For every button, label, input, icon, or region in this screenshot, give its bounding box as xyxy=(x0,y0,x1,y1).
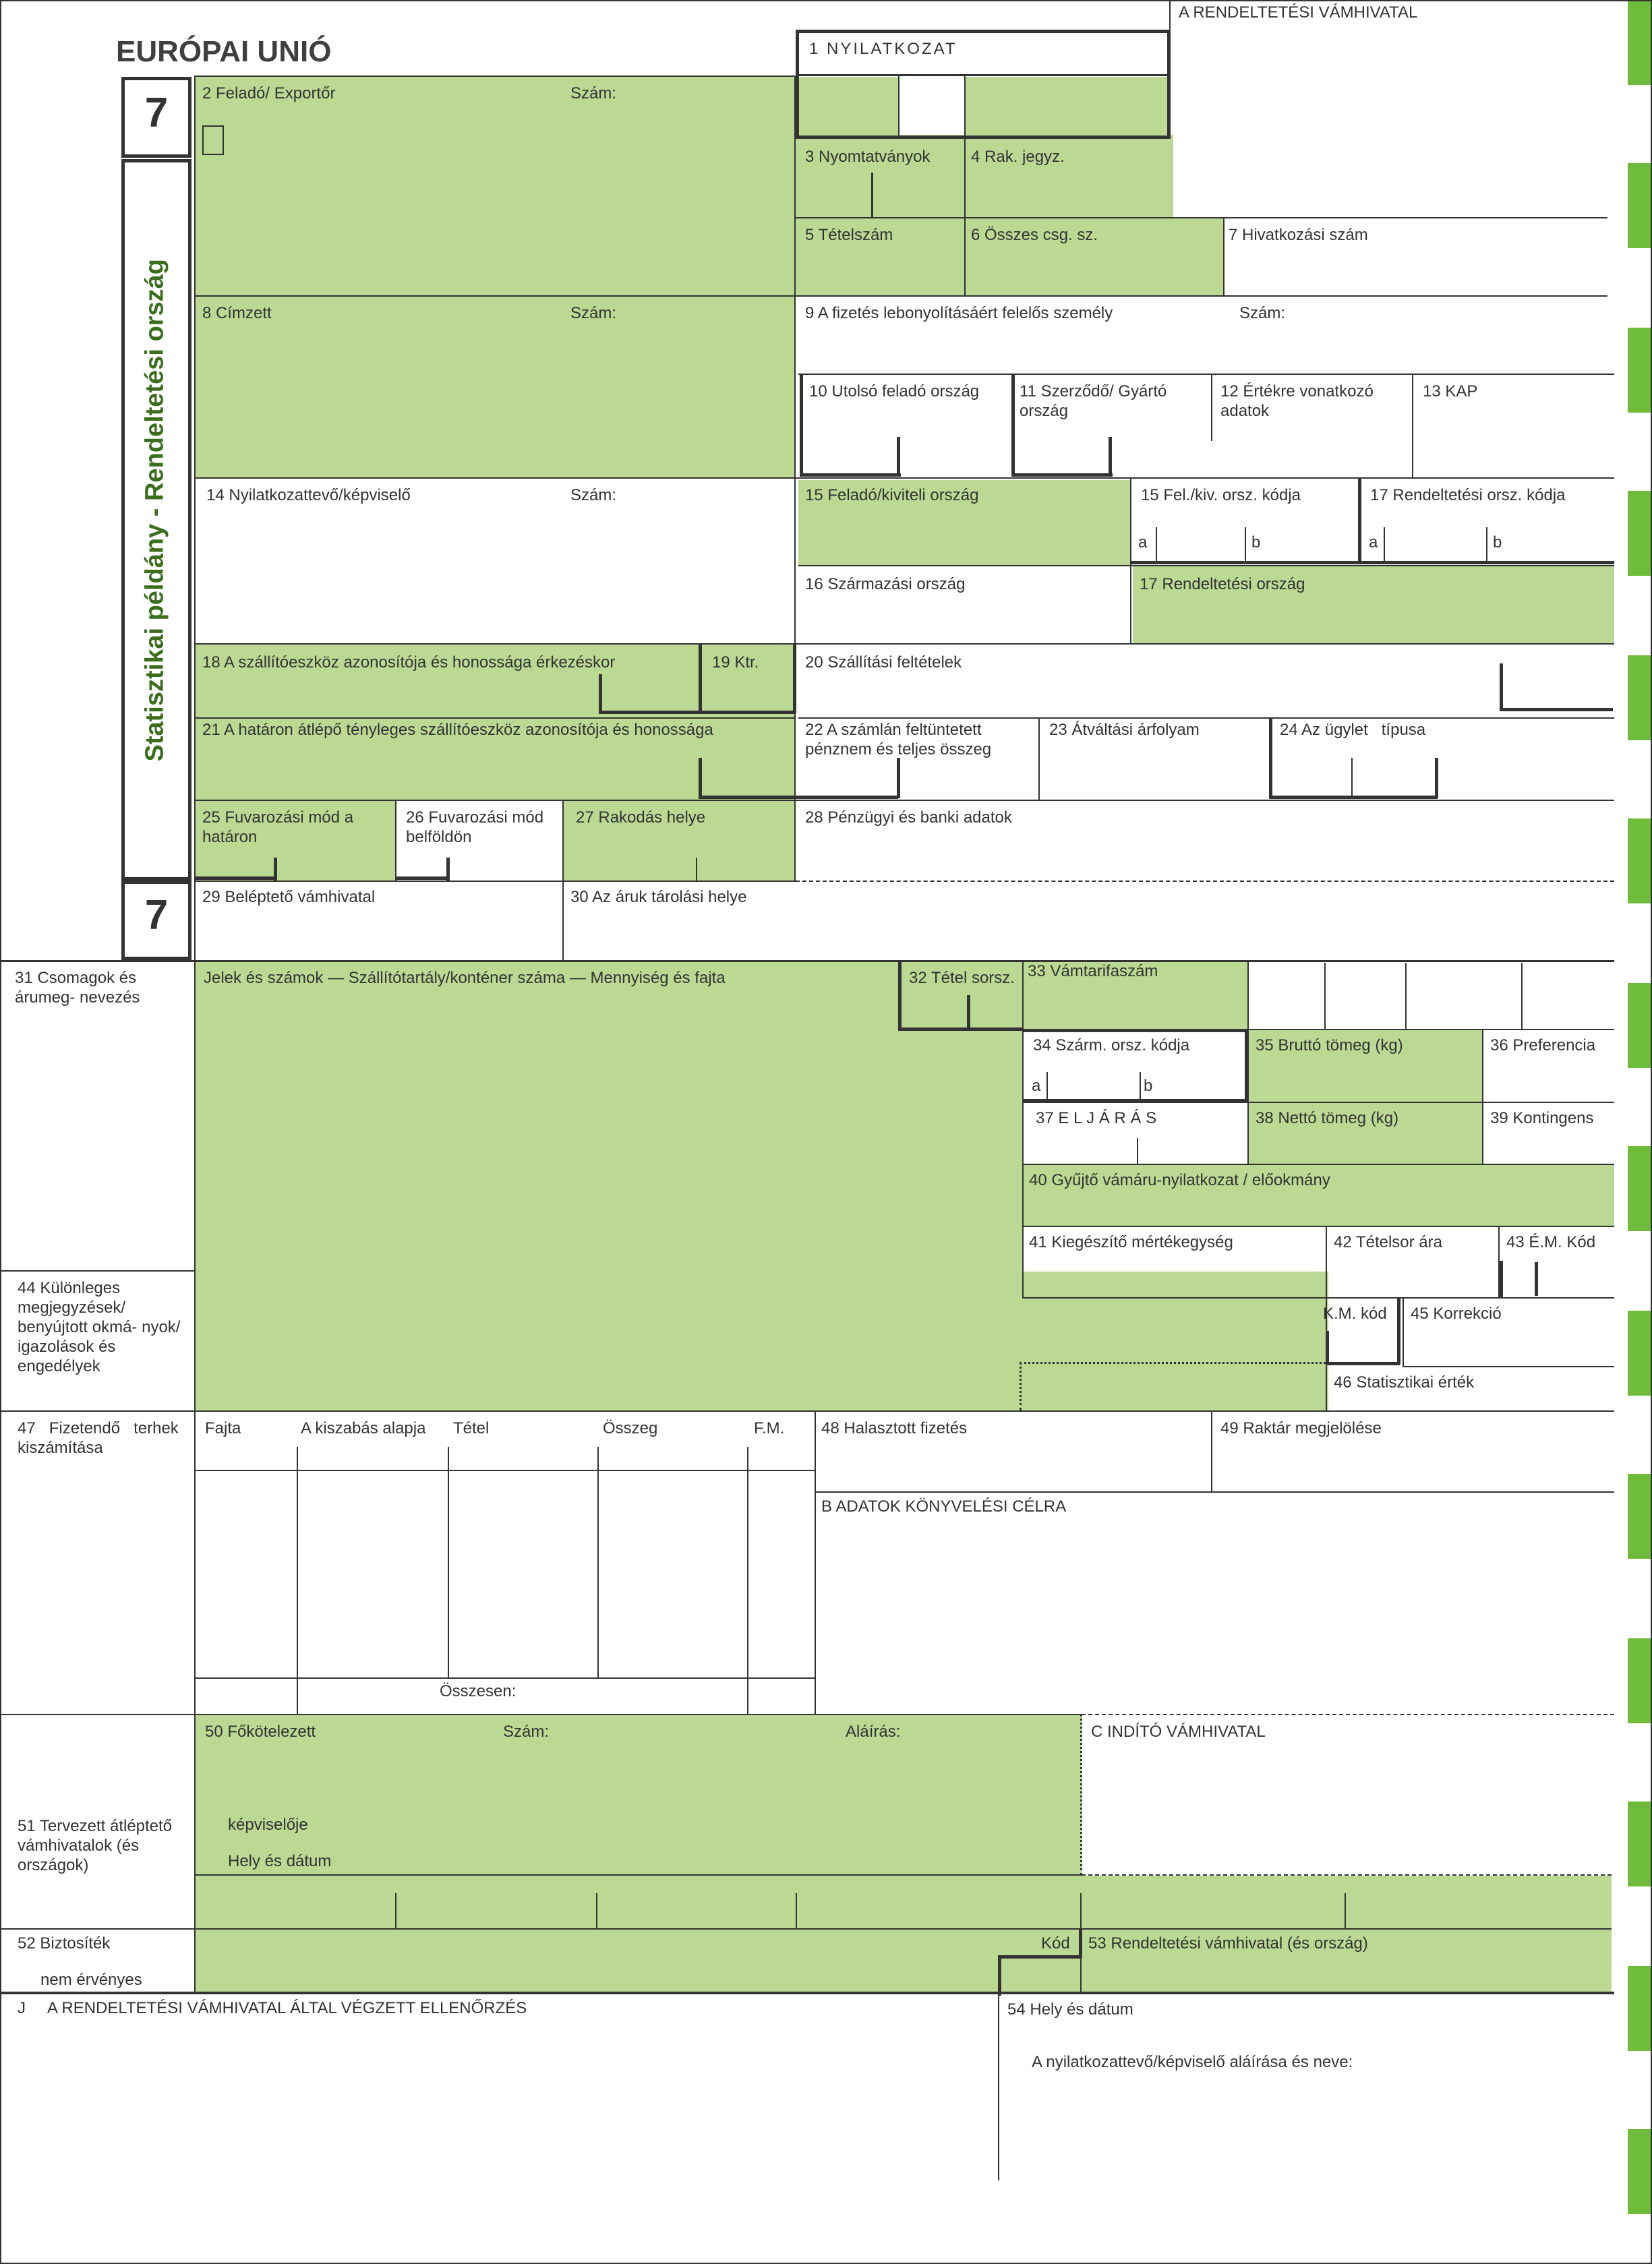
rule xyxy=(1403,1366,1614,1367)
label-13-cap: 13 KAP xyxy=(1423,382,1478,400)
dashed-rule xyxy=(796,881,1614,882)
rule xyxy=(395,1893,396,1930)
rule xyxy=(798,717,1614,719)
rule xyxy=(0,1992,1614,1994)
field-1-boxes[interactable] xyxy=(796,77,1171,135)
rule xyxy=(1521,963,1523,1030)
label-41-supplementary-units: 41 Kiegészítő mértékegység xyxy=(1029,1233,1233,1251)
rule xyxy=(0,1270,196,1272)
rule xyxy=(796,217,1607,218)
label-24-transaction: 24 Az ügylet típusa xyxy=(1280,721,1426,739)
tick xyxy=(800,374,803,476)
label-47-amount: Összeg xyxy=(603,1419,658,1437)
label-37-procedure: 37 E L J Á R Á S xyxy=(1036,1109,1157,1127)
tick xyxy=(1535,1262,1538,1296)
label-19-container: 19 Ktr. xyxy=(712,653,759,672)
tick xyxy=(1022,1099,1247,1102)
rule xyxy=(1211,374,1212,441)
rule xyxy=(596,1893,597,1930)
rule xyxy=(0,1928,1612,1930)
rule xyxy=(1137,1138,1138,1165)
tick xyxy=(1046,1072,1048,1102)
label-28-financial-data: 28 Pénzügyi és banki adatok xyxy=(805,808,1012,827)
rule xyxy=(1345,1893,1346,1930)
tick xyxy=(599,674,602,713)
label-29-entry-office: 29 Beléptető vámhivatal xyxy=(202,888,376,906)
label-34-a: a xyxy=(1032,1077,1041,1095)
rule xyxy=(196,1677,815,1679)
rule xyxy=(562,800,564,961)
rule xyxy=(1169,0,1171,135)
edge-strip xyxy=(1628,328,1652,413)
label-14-declarant: 14 Nyilatkozattevő/képviselő xyxy=(206,486,411,504)
label-33-commodity-code: 33 Vámtarifaszám xyxy=(1028,962,1158,980)
label-3-forms: 3 Nyomtatványok xyxy=(805,148,931,166)
label-50-signature: Aláírás: xyxy=(846,1723,901,1741)
rule xyxy=(1223,217,1225,297)
rule xyxy=(747,1447,748,1714)
label-40-summary-declaration: 40 Gyűjtő vámáru-nyilatkozat / előokmány xyxy=(1029,1171,1330,1189)
tick xyxy=(1500,708,1613,711)
tick xyxy=(871,173,873,218)
rule xyxy=(794,76,796,882)
rule xyxy=(196,76,797,77)
tick xyxy=(1384,527,1385,564)
rule xyxy=(196,1470,815,1471)
tick xyxy=(967,995,970,1030)
edge-strip xyxy=(1628,1311,1652,1396)
rule xyxy=(597,1447,599,1677)
dotted-rule xyxy=(1080,1714,1082,1876)
rule xyxy=(1080,1893,1082,1930)
label-23-exchange-rate: 23 Átváltási árfolyam xyxy=(1049,721,1200,739)
label-15-code: 15 Fel./kiv. orsz. kódja xyxy=(1141,486,1301,504)
rule xyxy=(196,643,1614,645)
dotted-rule xyxy=(1020,1362,1326,1364)
dashed-rule xyxy=(1082,1874,1612,1876)
rule xyxy=(1403,1297,1614,1299)
label-6-packages: 6 Összes csg. sz. xyxy=(971,226,1098,244)
label-15-dispatch-country: 15 Feladó/kiviteli ország xyxy=(805,486,979,504)
label-22-currency: 22 A számlán feltüntetett pénznem és teljes összeg xyxy=(805,721,992,758)
label-42-item-price: 42 Tételsor ára xyxy=(1334,1233,1442,1251)
label-44-special-remarks: 44 Különleges megjegyzések/ benyújtott okmá- nyok/ igazolások és engedélyek xyxy=(18,1279,181,1375)
label-27-loading-place: 27 Rakodás helye xyxy=(576,808,706,827)
label-1-declaration: 1 NYILATKOZAT xyxy=(809,40,957,58)
label-10-last-country: 10 Utolsó feladó ország xyxy=(809,382,980,400)
tick xyxy=(793,643,796,713)
field-1-middle-box[interactable] xyxy=(899,77,964,135)
tick xyxy=(1245,1029,1248,1100)
rule xyxy=(796,295,1607,297)
tick xyxy=(1500,663,1503,711)
label-18-transport-arrival: 18 A szállítóeszköz azonosítója és honossága érkezéskor xyxy=(202,653,616,672)
label-32-item-number: 32 Tétel sorsz. xyxy=(909,969,1015,987)
label-j-control: J A RENDELTETÉSI VÁMHIVATAL ÁLTAL VÉGZETT ELLENŐRZÉS xyxy=(18,1999,527,2017)
label-15-a: a xyxy=(1138,533,1148,552)
label-30-goods-location: 30 Az áruk tárolási helye xyxy=(570,888,747,906)
tick xyxy=(396,876,449,880)
edge-strip xyxy=(1628,1801,1652,1886)
field-52-53[interactable] xyxy=(196,1930,1612,1992)
form-title: EURÓPAI UNIÓ xyxy=(116,35,332,68)
rule xyxy=(297,1447,298,1714)
label-9-number: Szám: xyxy=(1239,304,1286,322)
label-47-type: Fajta xyxy=(205,1419,241,1437)
label-49-warehouse: 49 Raktár megjelölése xyxy=(1220,1419,1382,1437)
tick xyxy=(897,437,900,476)
tick xyxy=(998,1958,1001,1996)
field-2-checkbox[interactable] xyxy=(202,125,224,155)
label-26-transport-inland: 26 Fuvarozási mód belföldön xyxy=(406,808,544,846)
tick xyxy=(1130,561,1614,564)
tick xyxy=(1011,374,1015,476)
label-31-description: Jelek és számok — Szállítótartály/konténer száma — Mennyiség és fajta xyxy=(204,969,726,987)
rule xyxy=(0,1410,1614,1412)
label-54-place-date: 54 Hely és dátum xyxy=(1007,2000,1133,2019)
rule xyxy=(1482,1029,1483,1164)
label-2-exporter: 2 Feladó/ Exportőr xyxy=(202,84,336,102)
label-17-b: b xyxy=(1493,533,1502,552)
rule xyxy=(1412,374,1413,477)
edge-strip xyxy=(1628,655,1652,740)
label-34-b: b xyxy=(1144,1077,1153,1095)
rule xyxy=(196,295,796,297)
tick xyxy=(696,858,697,881)
edge-strip xyxy=(1628,0,1652,85)
label-4-loading-list: 4 Rak. jegyz. xyxy=(971,148,1065,166)
tick xyxy=(1156,527,1157,564)
label-17-a: a xyxy=(1369,533,1378,552)
label-54-signature: A nyilatkozattevő/képviselő aláírása és neve: xyxy=(1032,2053,1353,2071)
copy-number: 7 xyxy=(144,90,169,136)
label-47-charges: 47 Fizetendő terhek kiszámítása xyxy=(18,1419,183,1457)
rule xyxy=(1022,960,1024,1297)
label-52-not-valid: nem érvényes xyxy=(40,1971,142,1989)
rule xyxy=(815,1410,816,1715)
label-b-accounting: B ADATOK KÖNYVELÉSI CÉLRA xyxy=(821,1497,1067,1516)
label-5-items: 5 Tételszám xyxy=(805,226,893,244)
vertical-label: Statisztikai példány - Rendeltetési ország xyxy=(140,259,169,762)
label-km-code: K.M. kód xyxy=(1323,1305,1387,1323)
label-15-b: b xyxy=(1251,533,1261,552)
label-39-quota: 39 Kontingens xyxy=(1490,1109,1594,1127)
rule xyxy=(194,76,196,960)
tick xyxy=(196,876,276,880)
copy-number-lower: 7 xyxy=(144,892,169,939)
tick xyxy=(1079,1928,1082,1958)
tick xyxy=(1022,1029,1247,1032)
rule xyxy=(196,881,796,882)
edge-strip xyxy=(1628,1966,1652,2051)
rule xyxy=(1326,1226,1327,1297)
label-17-destination-country: 17 Rendeltetési ország xyxy=(1140,575,1305,593)
tick xyxy=(446,858,450,881)
label-21-active-transport: 21 A határon átlépő tényleges szállítóeszköz azonosítója és honossága xyxy=(202,721,713,739)
label-20-delivery-terms: 20 Szállítási feltételek xyxy=(805,653,962,672)
label-38-net-mass: 38 Nettó tömeg (kg) xyxy=(1256,1109,1399,1127)
tick xyxy=(898,961,902,1030)
label-c-departure-office: C INDÍTÓ VÁMHIVATAL xyxy=(1091,1723,1266,1741)
rule xyxy=(1211,1410,1212,1491)
label-43-valuation-code: 43 É.M. Kód xyxy=(1506,1233,1596,1251)
rule xyxy=(196,800,1614,801)
tick xyxy=(1435,758,1438,798)
label-47-tax-base: A kiszabás alapja xyxy=(301,1419,426,1437)
edge-strip xyxy=(1628,163,1652,248)
label-45-adjustment: 45 Korrekció xyxy=(1411,1305,1502,1323)
tick xyxy=(1500,1261,1503,1299)
tick xyxy=(1011,473,1113,477)
tick xyxy=(800,473,901,477)
tick xyxy=(897,758,900,798)
label-51-transit-offices: 51 Tervezett átléptető vámhivatalok (és országok) xyxy=(18,1817,173,1874)
rule xyxy=(798,374,1614,375)
label-11-trading-country: 11 Szerződő/ Gyártó ország xyxy=(1020,382,1167,420)
rule xyxy=(1403,1297,1404,1367)
label-8-consignee: 8 Címzett xyxy=(202,304,272,322)
tick xyxy=(699,758,702,798)
rule xyxy=(1022,1164,1614,1165)
label-48-deferred-payment: 48 Halasztott fizetés xyxy=(821,1419,968,1437)
rule xyxy=(0,960,1614,962)
label-2-number: Szám: xyxy=(570,84,617,102)
label-50-place-date: Hely és dátum xyxy=(228,1852,332,1870)
label-50-principal: 50 Főkötelezett xyxy=(205,1723,316,1741)
field-2-8-area[interactable] xyxy=(196,77,796,479)
tick xyxy=(1326,1331,1329,1365)
rule xyxy=(1405,963,1407,1030)
label-7-reference: 7 Hivatkozási szám xyxy=(1229,226,1368,244)
label-12-value-details: 12 Értékre vonatkozó adatok xyxy=(1220,382,1374,420)
rule xyxy=(898,74,899,136)
rule xyxy=(0,1714,1082,1715)
dashed-rule xyxy=(1082,1714,1614,1715)
label-50-representative: képviselője xyxy=(228,1816,308,1834)
label-code: Kód xyxy=(1041,1934,1070,1953)
tick xyxy=(1140,1072,1141,1102)
rule xyxy=(1022,1226,1614,1227)
label-52-guarantee: 52 Biztosíték xyxy=(18,1934,111,1953)
tick xyxy=(1486,527,1487,564)
rule xyxy=(798,565,1614,566)
field-44[interactable] xyxy=(196,1272,1328,1410)
label-34-origin-code: 34 Szárm. orsz. kódja xyxy=(1033,1036,1190,1054)
tick xyxy=(599,711,796,714)
label-36-preference: 36 Preferencia xyxy=(1490,1036,1596,1054)
label-47-rate: Tétel xyxy=(453,1419,490,1437)
tick xyxy=(1326,1362,1400,1365)
edge-strip xyxy=(1628,491,1652,576)
edge-strip xyxy=(1628,1146,1652,1231)
label-46-statistical-value: 46 Statisztikai érték xyxy=(1334,1373,1475,1392)
tick xyxy=(1245,527,1246,564)
rule xyxy=(196,477,1614,479)
rule xyxy=(196,717,796,719)
tick xyxy=(998,1955,1082,1959)
tick xyxy=(898,1027,1024,1031)
rule xyxy=(796,74,1171,76)
rule xyxy=(1324,963,1326,1030)
tick xyxy=(699,643,702,713)
label-a-destination-office: A RENDELTETÉSI VÁMHIVATAL xyxy=(1179,3,1418,22)
rule xyxy=(395,800,396,882)
rule xyxy=(964,135,966,297)
field-51-boxes[interactable] xyxy=(196,1876,1612,1930)
rule xyxy=(196,1874,1082,1876)
rule xyxy=(998,1992,999,2180)
label-14-number: Szám: xyxy=(570,486,617,504)
label-35-gross-mass: 35 Bruttó tömeg (kg) xyxy=(1256,1036,1403,1054)
tick xyxy=(1358,477,1361,564)
label-53-destination-office: 53 Rendeltetési vámhivatal (és ország) xyxy=(1088,1934,1368,1953)
rule xyxy=(964,74,966,136)
label-47-total: Összesen: xyxy=(440,1682,517,1700)
tick xyxy=(274,858,277,881)
label-17-code: 17 Rendeltetési orsz. kódja xyxy=(1370,486,1566,504)
tick xyxy=(1397,1297,1400,1365)
edge-strip xyxy=(1628,2129,1652,2214)
rule xyxy=(796,1893,797,1930)
dotted-rule xyxy=(1020,1362,1022,1410)
edge-strip xyxy=(1628,818,1652,903)
label-31-packages: 31 Csomagok és árumeg- nevezés xyxy=(15,969,140,1007)
tick xyxy=(1109,437,1112,476)
rule xyxy=(1247,960,1249,1030)
tick xyxy=(1269,717,1272,798)
rule xyxy=(815,1491,1614,1493)
label-16-origin-country: 16 Származási ország xyxy=(805,575,966,593)
edge-strip xyxy=(1628,983,1652,1068)
label-47-mp: F.M. xyxy=(754,1419,785,1437)
label-8-number: Szám: xyxy=(570,304,617,322)
tick xyxy=(1351,758,1353,798)
rule xyxy=(194,960,196,1993)
label-25-transport-border: 25 Fuvarozási mód a határon xyxy=(202,808,354,846)
tick xyxy=(699,796,797,799)
edge-strip xyxy=(1628,1638,1652,1723)
tick xyxy=(796,796,898,799)
tick xyxy=(1269,796,1438,799)
edge-strip xyxy=(1628,1474,1652,1559)
label-50-number: Szám: xyxy=(503,1723,550,1741)
rule xyxy=(448,1447,449,1677)
label-9-financial-person: 9 A fizetés lebonyolításáért felelős személy xyxy=(805,304,1113,322)
